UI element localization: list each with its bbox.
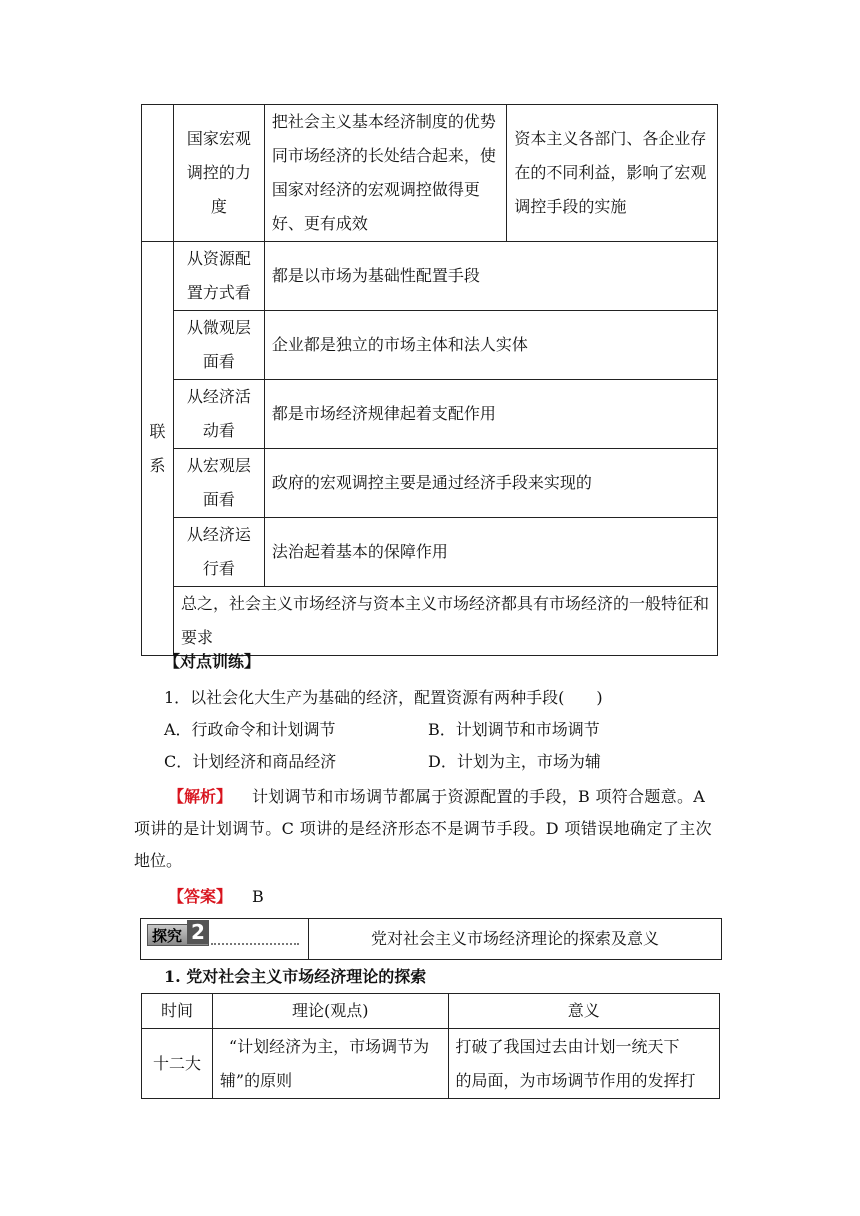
table-row <box>142 242 718 311</box>
content-cell: 都是市场经济规律起着支配作用 <box>264 380 717 449</box>
table-row <box>142 311 718 380</box>
aspect-cell: 从资源配置方式看 <box>173 242 264 311</box>
time-cell: 十二大 <box>142 1029 213 1099</box>
table-row <box>142 105 718 242</box>
header-time: 时间 <box>142 994 213 1029</box>
theory-table <box>141 993 720 1099</box>
theory-line-2: 辅”的原则 <box>219 1070 293 1090</box>
header-meaning: 意义 <box>448 994 720 1029</box>
content-cell: 法治起着基本的保障作用 <box>264 518 717 587</box>
option-a: A．行政命令和计划调节 <box>164 720 336 739</box>
training-heading: 【对点训练】 <box>164 652 261 671</box>
relation-label-cell: 联系 <box>142 242 174 656</box>
option-c: C．计划经济和商品经济 <box>164 752 337 771</box>
explore-number: 2 <box>187 920 209 944</box>
question-text: 1．以社会化大生产为基础的经济，配置资源有两种手段( ) <box>164 688 603 707</box>
table-row <box>142 1029 720 1099</box>
theory-cell <box>212 1029 448 1099</box>
analysis-label: 【解析】 <box>168 787 233 806</box>
content-cell: 都是以市场为基础性配置手段 <box>264 242 717 311</box>
option-d: D．计划为主，市场为辅 <box>428 752 601 771</box>
table-row <box>142 587 718 656</box>
analysis-text-1: 计划调节和市场调节都属于资源配置的手段，B 项符合题意。A <box>252 787 706 806</box>
table-row <box>142 518 718 587</box>
content-cell: 政府的宏观调控主要是通过经济手段来实现的 <box>264 449 717 518</box>
explore-subheading: 1. 党对社会主义市场经济理论的探索 <box>164 967 427 986</box>
theory-line-1: “计划经济为主，市场调节为 <box>228 1036 430 1056</box>
option-b: B．计划调节和市场调节 <box>428 720 600 739</box>
analysis-text-3: 地位。 <box>134 851 183 870</box>
capitalist-cell: 资本主义各部门、各企业存在的不同利益，影响了宏观调控手段的实施 <box>507 105 718 242</box>
content-cell: 企业都是独立的市场主体和法人实体 <box>264 311 717 380</box>
socialist-cell: 把社会主义基本经济制度的优势同市场经济的长处结合起来，使国家对经济的宏观调控做得更好、更有成效 <box>264 105 507 242</box>
comparison-table <box>141 104 718 656</box>
table-row <box>142 380 718 449</box>
aspect-cell: 国家宏观调控的力度 <box>173 105 264 242</box>
empty-cell <box>142 105 174 242</box>
summary-cell: 总之，社会主义市场经济与资本主义市场经济都具有市场经济的一般特征和要求 <box>173 587 717 656</box>
aspect-cell: 从经济运行看 <box>173 518 264 587</box>
table-row <box>142 449 718 518</box>
explore-tag: 探究 <box>147 924 209 946</box>
meaning-line-1: 打破了我国过去由计划一统天下 <box>455 1036 680 1056</box>
answer-value: B <box>252 887 264 906</box>
analysis-text-2: 项讲的是计划调节。C 项讲的是经济形态不是调节手段。D 项错误地确定了主次 <box>134 819 713 838</box>
answer-label: 【答案】 <box>168 887 233 906</box>
aspect-cell: 从微观层面看 <box>173 311 264 380</box>
explore-banner <box>140 918 722 960</box>
table-header-row <box>142 994 720 1029</box>
meaning-cell <box>448 1029 720 1099</box>
meaning-line-2: 的局面，为市场调节作用的发挥打 <box>455 1070 696 1090</box>
aspect-cell: 从宏观层面看 <box>173 449 264 518</box>
aspect-cell: 从经济活动看 <box>173 380 264 449</box>
explore-title: 党对社会主义市场经济理论的探索及意义 <box>370 929 659 948</box>
dotted-divider <box>211 943 299 945</box>
header-theory: 理论(观点) <box>212 994 448 1029</box>
